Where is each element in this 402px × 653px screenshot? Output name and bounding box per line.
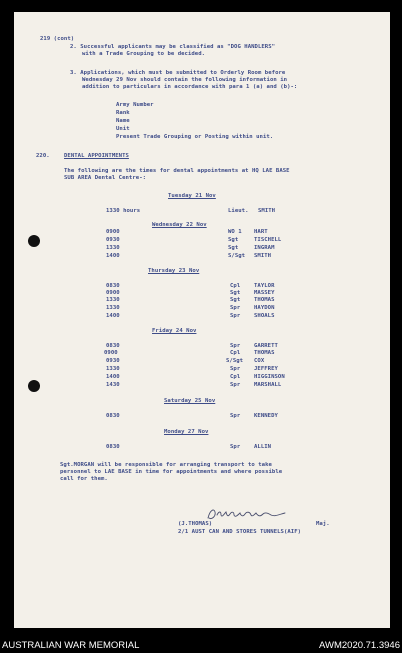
- entry-time: 1430: [106, 382, 120, 388]
- entry-name: SHOALS: [254, 313, 275, 319]
- info-item: Present Trade Grouping or Posting within unit.: [116, 134, 274, 140]
- entry-time: 1330: [106, 366, 120, 372]
- para2-line2: with a Trade Grouping to be decided.: [82, 51, 206, 57]
- intro-line1: The following are the times for dental appointments at HQ LAE BASE: [64, 168, 290, 174]
- para3-line1: 3. Applications, which must be submitted to Orderly Room before: [70, 70, 286, 76]
- day-heading: Tuesday 21 Nov: [168, 193, 216, 199]
- footer-institution: AUSTRALIAN WAR MEMORIAL: [2, 640, 140, 651]
- entry-time: 1330: [106, 305, 120, 311]
- day-heading: Saturday 25 Nov: [164, 398, 216, 404]
- intro-line2: SUB AREA Dental Centre-:: [64, 175, 147, 181]
- info-item: Name: [116, 118, 130, 124]
- para2-line1: 2. Successful applicants may be classified as "DOG HANDLERS": [70, 44, 276, 50]
- entry-time: 1330: [106, 297, 120, 303]
- entry-time: 0830: [106, 343, 120, 349]
- archive-footer: [0, 638, 402, 653]
- entry-name: JEFFREY: [254, 366, 278, 372]
- signatory-unit: 2/1 AUST CAN AND STORES TUNNELS(AIF): [178, 529, 302, 535]
- entry-time: 0930: [106, 358, 120, 364]
- entry-name: COX: [254, 358, 265, 364]
- entry-name: GARRETT: [254, 343, 278, 349]
- entry-rank: Cpl: [230, 350, 241, 356]
- entry-rank: Spr: [230, 413, 241, 419]
- entry-time: 1400: [106, 253, 120, 259]
- entry-time: 0830: [106, 413, 120, 419]
- entry-time: 1330: [106, 245, 120, 251]
- entry-rank: Lieut.: [228, 208, 249, 214]
- entry-name: KENNEDY: [254, 413, 278, 419]
- entry-rank: Cpl: [230, 374, 241, 380]
- entry-rank: S/Sgt: [228, 253, 246, 259]
- entry-name: THOMAS: [254, 350, 275, 356]
- entry-rank: Sgt: [228, 237, 239, 243]
- info-item: Rank: [116, 110, 130, 116]
- entry-name: MASSEY: [254, 290, 275, 296]
- info-item: Army Number: [116, 102, 154, 108]
- entry-time: 1400: [106, 313, 120, 319]
- entry-rank: WO 1: [228, 229, 242, 235]
- para3-line3: addition to particulars in accordance with para 1 (a) and (b)-:: [82, 84, 298, 90]
- entry-rank: Spr: [230, 313, 241, 319]
- entry-name: SMITH: [254, 253, 272, 259]
- entry-rank: Spr: [230, 444, 241, 450]
- entry-time: 0900: [106, 229, 120, 235]
- entry-name: HART: [254, 229, 268, 235]
- day-heading: Monday 27 Nov: [164, 429, 209, 435]
- entry-time: 0900: [104, 350, 118, 356]
- entry-rank: Spr: [230, 382, 241, 388]
- entry-time: 0830: [106, 283, 120, 289]
- entry-rank: Spr: [230, 305, 241, 311]
- entry-rank: Sgt: [230, 290, 241, 296]
- entry-name: HIGGINSON: [254, 374, 285, 380]
- entry-name: THOMAS: [254, 297, 275, 303]
- day-heading: Wednesday 22 Nov: [152, 222, 207, 228]
- closing-line1: Sgt.MORGAN will be responsible for arranging transport to take: [60, 462, 272, 468]
- entry-name: MARSHALL: [254, 382, 282, 388]
- closing-line3: call for them.: [60, 476, 108, 482]
- item-220-number: 220.: [36, 153, 50, 159]
- closing-line2: personnel to LAE BASE in time for appointments and where possible: [60, 469, 283, 475]
- entry-time: 0830: [106, 444, 120, 450]
- item-220-title: DENTAL APPOINTMENTS: [64, 153, 129, 159]
- item-219-label: 219 (cont): [40, 36, 75, 42]
- day-heading: Thursday 23 Nov: [148, 268, 200, 274]
- punch-hole: [28, 235, 40, 247]
- entry-rank: Cpl: [230, 283, 241, 289]
- entry-name: INGRAM: [254, 245, 275, 251]
- entry-name: TAYLOR: [254, 283, 275, 289]
- entry-name: SMITH: [258, 208, 276, 214]
- entry-name: TISCHELL: [254, 237, 282, 243]
- entry-rank: Spr: [230, 366, 241, 372]
- entry-rank: Sgt: [228, 245, 239, 251]
- para3-line2: Wednesday 29 Nov should contain the following information in: [82, 77, 288, 83]
- day-heading: Friday 24 Nov: [152, 328, 197, 334]
- entry-rank: S/Sgt: [226, 358, 244, 364]
- entry-time: 0900: [106, 290, 120, 296]
- signatory-name: (J.THOMAS): [178, 521, 213, 527]
- entry-name: HAYDON: [254, 305, 275, 311]
- signatory-rank: Maj.: [316, 521, 330, 527]
- entry-time: 0930: [106, 237, 120, 243]
- info-item: Unit: [116, 126, 130, 132]
- entry-rank: Spr: [230, 343, 241, 349]
- entry-time: 1400: [106, 374, 120, 380]
- punch-hole: [28, 380, 40, 392]
- footer-accession-number: AWM2020.71.3946: [319, 640, 400, 651]
- handwritten-signature: [205, 506, 295, 522]
- entry-name: ALLIN: [254, 444, 272, 450]
- entry-time: 1330 hours: [106, 208, 141, 214]
- entry-rank: Sgt: [230, 297, 241, 303]
